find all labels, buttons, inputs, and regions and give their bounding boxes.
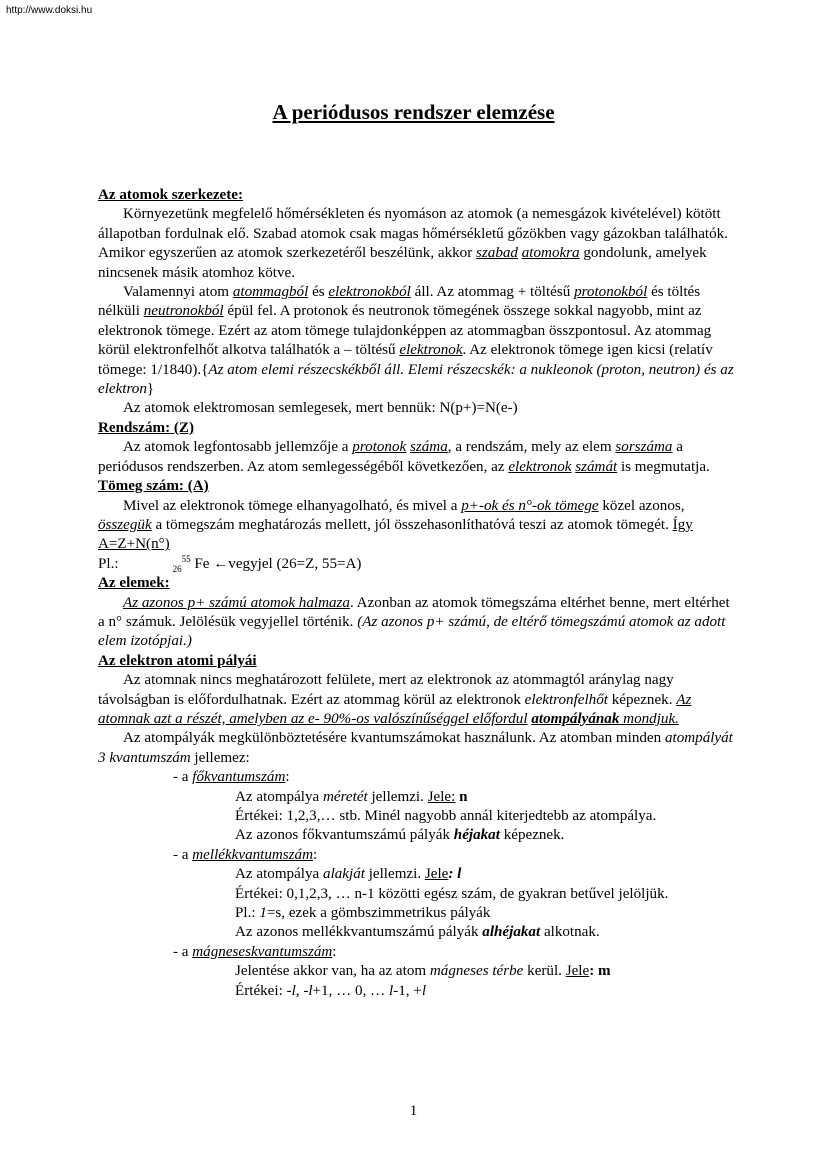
document-body [98, 186, 738, 1001]
list-item-principal: - a főkvantumszám: [173, 769, 290, 786]
heading-orbitals: Az elektron atomi pályái [98, 652, 257, 669]
list-item-azimuthal: - a mellékkvantumszám: [173, 846, 318, 863]
magnetic-line-2: Értékei: -l, -l+1, … 0, … l-1, +l [235, 982, 427, 999]
paragraph-quantum-numbers: Az atompályák megkülönböztetésére kvantumszámokat használunk. Az atomban minden atompályát 3 kvantumszám jellemez: [98, 730, 733, 766]
heading-atomic-number: Rendszám: (Z) [98, 419, 195, 436]
azimuthal-line-4: Az azonos mellékkvantumszámú pályák alhéjakat alkotnak. [235, 924, 600, 941]
principal-line-1: Az atompálya méretét jellemzi. Jele: n [235, 788, 468, 805]
list-item-magnetic: - a mágneseskvantumszám: [173, 943, 337, 960]
azimuthal-line-2: Értékei: 0,1,2,3, … n-1 közötti egész szám, de gyakran betűvel jelöljük. [235, 885, 669, 902]
principal-line-2: Értékei: 1,2,3,… stb. Minél nagyobb annál kiterjedtebb az atompálya. [235, 808, 657, 824]
heading-elements: Az elemek: [98, 575, 170, 592]
azimuthal-line-3: Pl.: 1=s, ezek a gömbszimmetrikus pályák [235, 905, 491, 922]
paragraph-orbitals: Az atomnak nincs meghatározott felülete, mert az elektronok az atommagtól aránylag nagy távolságban is előfordulhatnak. Ezért az atommag körül az elektronok elektronfelhőt képeznek. Az atomnak azt a részét, amelyben az e- 90%-os valószínűséggel előfordul atompályának mondjuk. [98, 672, 692, 727]
paragraph-atomic-number: Az atomok legfontosabb jellemzője a protonok száma, a rendszám, mely az elem sorszáma a periódusos rendszerben. Az atom semlegességéből következően, az elektronok számát is megmutatja. [98, 439, 710, 475]
azimuthal-line-1: Az atompálya alakját jellemzi. Jele: l [235, 866, 462, 883]
paragraph-neutral: Az atomok elektromosan semlegesek, mert bennük: N(p+)=N(e-) [123, 400, 518, 417]
paragraph-atom-parts: Valamennyi atom atommagból és elektronokból áll. Az atommag + töltésű protonokból és töltés nélküli neutronokból épül fel. A protonok és neutronok tömegének összege sokkal nagyobb, mint az elektronok tömege. Ezért az atom tömege tulajdonképpen az atommagban összpontosul. Az atommag körül elektronfelhőt alkotva találhatók a – töltésű elektronok. Az elektronok tömege igen kicsi (relatív tömege: 1/1840).{Az atom elemi részecskékből áll. Elemi részecskék: a nukleonok (proton, neutron) és az elektron} [98, 284, 734, 398]
magnetic-line-1: Jelentése akkor van, ha az atom mágneses térbe kerül. Jele: m [235, 963, 611, 980]
paragraph-elements: Az azonos p+ számú atomok halmaza. Azonban az atomok tömegszáma eltérhet benne, mert eltérhet a n° számuk. Jelölésük vegyjellel történik. (Az azonos p+ számú, de eltérő tömegszámú atomok az adott elem izotópjai.) [98, 594, 730, 650]
principal-line-3: Az azonos főkvantumszámú pályák héjakat képeznek. [235, 827, 565, 844]
source-url: http://www.doksi.hu [6, 5, 93, 16]
heading-mass-number: Tömeg szám: (A) [98, 478, 209, 495]
page-title: A periódusos rendszer elemzése [272, 100, 555, 124]
heading-atom-structure: Az atomok szerkezete: [98, 187, 243, 203]
paragraph-free-atoms: Környezetünk megfelelő hőmérsékleten és nyomáson az atomok (a nemesgázok kivételével) kötött állapotban fordulnak elő. Szabad atomok csak magas hőmérsékletű gőzökben vagy gázokban találhatók. Amikor egyszerűen az atomok szerkezetéről beszélünk, akkor szabad atomokra gondolunk, amelyek nincsenek másik atomhoz kötve. [98, 206, 728, 281]
paragraph-mass-number: Mivel az elektronok tömege elhanyagolható, és mivel a p+-ok és n°-ok tömege közel azonos, összegük a tömegszám meghatározás mellett, jól összehasonlíthatóvá teszi az atomok tömegét. Így A=Z+N(n°) [98, 497, 693, 553]
example-iron: Pl.: $_{26}^{55}$ Fe ←vegyjel (26=Z, 55=A) [98, 553, 362, 574]
page-number: 1 [409, 1103, 418, 1119]
